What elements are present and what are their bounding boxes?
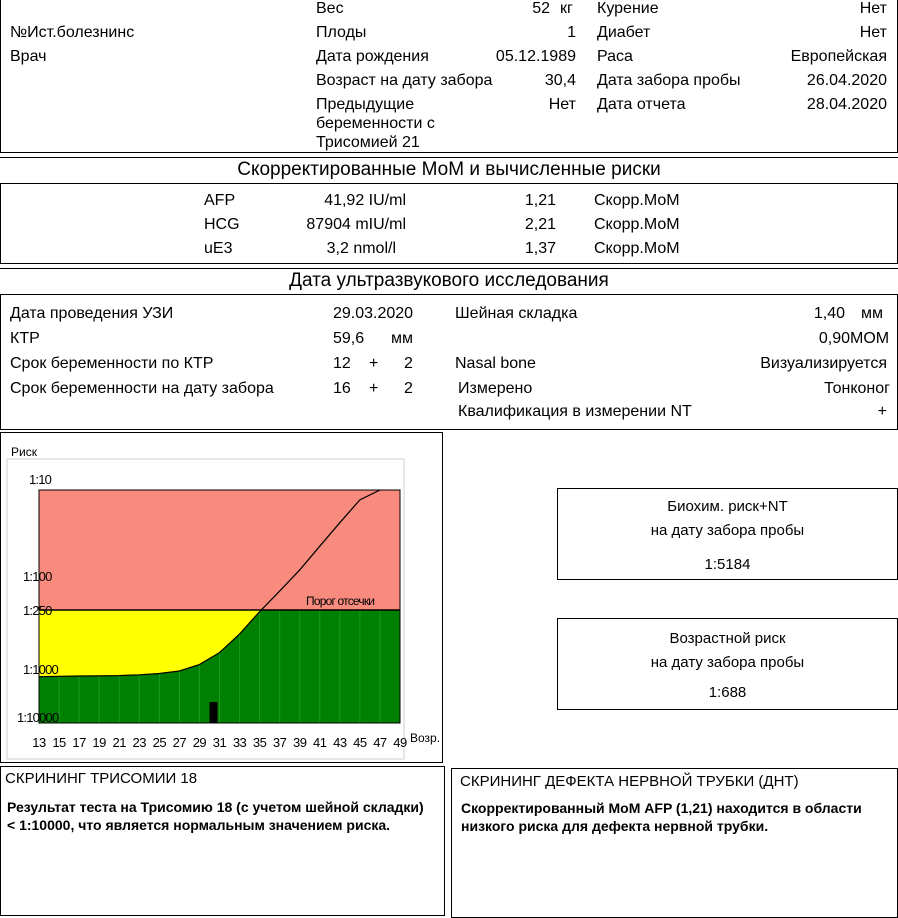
divider — [0, 294, 898, 295]
x-tick-label: 45 — [353, 735, 367, 750]
ga-sample-plus: + — [369, 380, 379, 397]
fetuses-value: 1 — [567, 24, 576, 41]
nt-unit: мм — [861, 305, 883, 322]
smoking-value: Нет — [859, 0, 887, 17]
ktr-label: КТР — [10, 330, 40, 347]
ga-ktr-plus: + — [369, 355, 379, 372]
t18-section — [0, 766, 445, 916]
frame-left — [0, 294, 1, 429]
risk-box-title: Биохим. риск+NT — [667, 498, 788, 515]
nasal-bone-label: Nasal bone — [455, 355, 536, 372]
prev-trisomy-label: Предыдущие беременности с Трисомией 21 — [316, 96, 435, 151]
us-date-value: 29.03.2020 — [333, 305, 414, 322]
race-label: Раса — [597, 48, 633, 65]
measured-value: Тонконог — [824, 380, 890, 397]
x-tick-label: 15 — [52, 735, 66, 750]
x-tick-label: 19 — [92, 735, 106, 750]
doctor-label: Врач — [10, 48, 47, 65]
marker-value: 41,92 IU/ml — [324, 192, 406, 209]
x-tick-label: 39 — [292, 735, 307, 750]
fetuses-label: Плоды — [316, 24, 367, 41]
x-tick-label: 17 — [72, 735, 86, 750]
marker-mom: 1,37 — [524, 240, 556, 257]
ga-ktr-weeks: 12 — [333, 355, 351, 372]
risk-chart-frame — [0, 432, 443, 763]
risk-box-title: Возрастной риск — [669, 630, 786, 647]
ga-sample-weeks: 16 — [333, 380, 351, 397]
ntd-result-text: Скорректированный МоМ AFP (1,21) находится в области низкого риска для дефекта нервной трубки. — [461, 800, 862, 834]
x-tick-label: 33 — [232, 735, 247, 750]
age-value: 30,4 — [544, 72, 576, 89]
divider — [0, 152, 898, 153]
case-suffix: нс — [117, 24, 135, 41]
risk-box-subtitle: на дату забора пробы — [650, 522, 805, 539]
high-risk-zone — [39, 490, 400, 610]
y-tick-label: 1:250 — [23, 603, 52, 618]
x-tick-label: 43 — [333, 735, 347, 750]
marker-mom: 2,21 — [524, 216, 556, 233]
risk-box-value: 1:688 — [708, 684, 747, 701]
x-tick-label: 35 — [252, 735, 267, 750]
diabetes-value: Нет — [859, 24, 887, 41]
risk-box-value: 1:5184 — [704, 556, 751, 573]
x-tick-label: 49 — [393, 735, 407, 750]
nt-mom-value: 0,90 — [818, 330, 850, 347]
t18-result-text: Результат теста на Трисомию 18 (с учетом шейной складки) < 1:10000, что является нормальным значением риска. — [7, 799, 424, 833]
x-tick-label: 47 — [373, 735, 387, 750]
marker-value: 87904 mIU/ml — [306, 216, 406, 233]
marker-name: AFP — [204, 192, 236, 209]
dob-label: Дата рождения — [316, 48, 429, 65]
weight-unit: кг — [560, 0, 573, 17]
marker-type: Скорр.МоМ — [594, 216, 680, 233]
nasal-bone-value: Визуализируется — [760, 355, 887, 372]
weight-value: 52 — [532, 0, 550, 17]
y-tick-label: 1:1000 — [23, 662, 58, 677]
x-tick-label: 31 — [212, 735, 227, 750]
divider — [0, 263, 898, 264]
divider — [0, 157, 898, 158]
nt-mom-unit: MOM — [850, 330, 890, 347]
marker-type: Скорр.МоМ — [594, 192, 680, 209]
case-label: №Ист.болезни — [10, 24, 118, 41]
marker-name: uE3 — [204, 240, 233, 257]
prev-trisomy-value: Нет — [548, 96, 576, 113]
diabetes-label: Диабет — [597, 24, 651, 41]
threshold-label: Порог отсечки — [306, 594, 375, 608]
x-tick-label: 27 — [172, 735, 187, 750]
nt-qualification-value: + — [877, 403, 887, 420]
race-value: Европейская — [790, 48, 887, 65]
patient-age-marker — [209, 702, 217, 723]
ga-sample-label: Срок беременности на дату забора — [10, 380, 274, 397]
case-history-label — [10, 24, 134, 42]
us-section-title: Дата ультразвукового исследования — [289, 270, 609, 291]
divider — [0, 183, 898, 184]
x-tick-label: 25 — [152, 735, 167, 750]
marker-type: Скорр.МоМ — [594, 240, 680, 257]
nt-label: Шейная складка — [455, 305, 578, 322]
x-tick-label: 21 — [112, 735, 126, 750]
dob-value: 05.12.1989 — [495, 48, 576, 65]
y-tick-label: 1:10 — [29, 472, 52, 487]
x-tick-label: 41 — [313, 735, 327, 750]
risk-box-subtitle: на дату забора пробы — [650, 654, 805, 671]
frame-left — [0, 0, 1, 152]
x-axis-label: Возр. — [410, 731, 441, 745]
t18-title: СКРИНИНГ ТРИСОМИИ 18 — [5, 770, 198, 787]
marker-value: 3,2 nmol/l — [326, 240, 396, 257]
ktr-value: 59,6 — [333, 330, 365, 347]
risk-chart — [1, 433, 442, 762]
marker-mom: 1,21 — [524, 192, 556, 209]
age-risk-box — [557, 618, 898, 710]
weight-label: Вес — [316, 0, 344, 17]
x-tick-label: 29 — [192, 735, 207, 750]
age-label: Возраст на дату забора — [316, 72, 493, 89]
sample-date-value: 26.04.2020 — [806, 72, 887, 89]
frame-left — [0, 183, 1, 263]
measured-label: Измерено — [458, 380, 533, 397]
x-tick-label: 13 — [32, 735, 46, 750]
report-date-label: Дата отчета — [597, 96, 686, 113]
y-axis-label: Риск — [11, 445, 37, 459]
ga-ktr-label: Срок беременности по КТР — [10, 355, 214, 372]
mom-section-title: Скорректированные МоМ и вычисленные риски — [237, 159, 661, 180]
divider — [0, 268, 898, 269]
sample-date-label: Дата забора пробы — [597, 72, 741, 89]
report-date-value: 28.04.2020 — [806, 96, 887, 113]
ga-ktr-days: 2 — [404, 355, 413, 372]
ntd-section — [451, 768, 898, 918]
divider — [0, 429, 898, 430]
marker-name: HCG — [204, 216, 240, 233]
x-tick-label: 23 — [132, 735, 147, 750]
x-tick-label: 37 — [272, 735, 287, 750]
ga-sample-days: 2 — [404, 380, 413, 397]
ntd-title: СКРИНИНГ ДЕФЕКТА НЕРВНОЙ ТРУБКИ (ДНТ) — [460, 773, 799, 790]
y-tick-label: 1:100 — [23, 569, 52, 584]
nt-value: 1,40 — [813, 305, 845, 322]
ktr-unit: мм — [391, 330, 413, 347]
nt-qualification-label: Квалификация в измерении NT — [458, 403, 692, 420]
smoking-label: Курение — [597, 0, 659, 17]
y-tick-label: 1:10000 — [17, 710, 59, 725]
us-date-label: Дата проведения УЗИ — [10, 305, 174, 322]
biochem-risk-box — [557, 488, 898, 580]
